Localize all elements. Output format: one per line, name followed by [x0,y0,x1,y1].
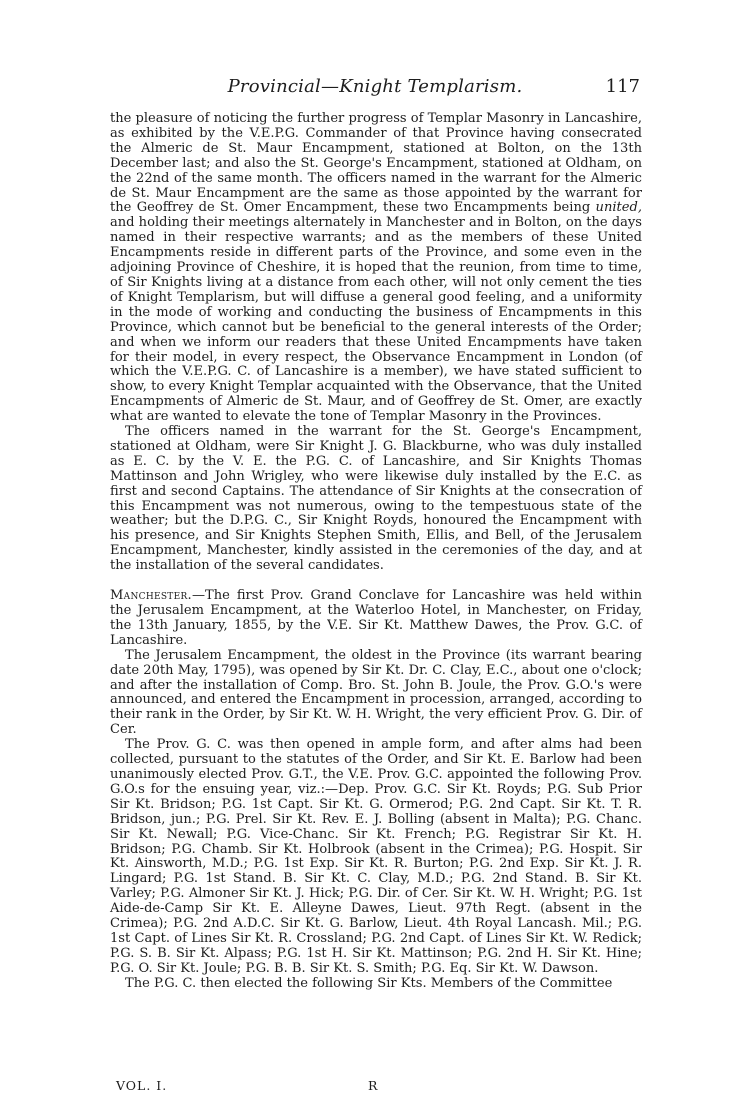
paragraph-6: The P.G. C. then elected the following Sir Kts. Members of the Committee [125,975,613,991]
paragraph-5: The Prov. G. C. was then opened in ample form, and after alms had been collected, pursuant to the statutes of the Order, and Sir Kt. E. Barlow had been unanimously elected Prov. G.T., the V.E. Prov. G.C. appointed the following Prov. G.O.s for the ensuing year, viz.:—Dep. Prov. G.C. Sir Kt. Royds; P.G. Sub Prior Sir Kt. Bridson; P.G. 1st Capt. Sir Kt. G. Ormerod; P.G. 2nd Capt. Sir Kt. T. R. Bridson, jun.; P.G. Prel. Sir Kt. Rev. E. J. Bolling (absent in Malta); P.G. Chanc. Sir Kt. Newall; P.G. Vice-Chanc. Sir Kt. French; P.G. Registrar Sir Kt. H. Bridson; P.G. Chamb. Sir Kt. Holbrook (absent in the Crimea); P.G. Hospit. Sir Kt. Ainsworth, M.D.; P.G. 1st Exp. Sir Kt. R. Burton; P.G. 2nd Exp. Sir Kt. J. R. Lingard; P.G. 1st Stand. B. Sir Kt. C. Clay, M.D.; P.G. 2nd Stand. B. Sir Kt. Varley; P.G. Almoner Sir Kt. J. Hick; P.G. Dir. of Cer. Sir Kt. W. H. Wright; P.G. 1st Aide-de-Camp Sir Kt. E. Alleyne Dawes, Lieut. 97th Regt. (absent in the Crimea); P.G. 2nd A.D.C. Sir Kt. G. Barlow, Lieut. 4th Royal Lancash. Mil.; P.G. 1st Capt. of Lines Sir Kt. R. Crossland; P.G. 2nd Capt. of Lines Sir Kt. W. Redick; P.G. S. B. Sir Kt. Alpass; P.G. 1st H. Sir Kt. Mattinson; P.G. 2nd H. Sir Kt. Hine; P.G. O. Sir Kt. Joule; P.G. B. B. Sir Kt. S. Smith; P.G. Eq. Sir Kt. W. Dawson. [110,737,642,976]
section-heading-manchester: Manchester. [110,588,192,604]
paragraph-1-text-continued: and holding their meetings alternately in Manchester and in Bolton, on the days named in their respective warrants; and as the members of these United Encampments reside in different parts of the Province, and some even in the adjoining Province of Cheshire, it is hoped that the reunion, from time to time, of Sir Knights living at a distance from each other, will not only cement the ties of Knight Templarism, but will diffuse a general good feeling, and a uniformity in the mode of working and conducting the business of Encampments in this Province, which cannot but be beneficial to the general interests of the Order; and when we inform our readers that these United Encampments have taken for their model, in every respect, the Observance Encampment in London (of which the V.E.P.G. C. of Lancashire is a member), we have stated sufficient to show, to every Knight Templar acquainted with the Observance, that the United Encampments of Almeric de St. Maur, and of Geoffrey de St. Omer, are exactly what are wanted to elevate the tone of Templar Masonry in the Provinces. [110,215,642,425]
signature-mark: R [368,1078,378,1093]
paragraph-1-emphasis: united, [595,200,642,216]
paragraph-3 [110,589,642,649]
page-number: 117 [605,76,640,97]
paragraph-1-text: the pleasure of noticing the further progress of Templar Masonry in Lancashire, as exhibited by the V.E.P.G. Commander of that Province having consecrated the Almeric de St. Maur Encampment, stationed at Bolton, on the 13th December last; and also the St. George's Encampment, stationed at Oldham, on the 22nd of the same month. The officers named in the warrant for the Almeric de St. Maur Encampment are the same as those appointed by the warrant for the Geoffrey de St. Omer Encampment, these two Encampments being [110,111,642,216]
paragraph-4: The Jerusalem Encampment, the oldest in the Province (its warrant bearing date 20th May, 1795), was opened by Sir Kt. Dr. C. Clay, E.C., about one o'clock; and after the installation of Comp. Bro. St. John B. Joule, the Prov. G.O.'s were announced, and entered the Encampment in procession, arranged, according to their rank in the Order, by Sir Kt. W. H. Wright, the very efficient Prov. G. Dir. of Cer. [110,647,642,738]
article-body [110,112,642,992]
paragraph-2: The officers named in the warrant for the St. George's Encampment, stationed at Oldham, were Sir Knight J. G. Blackburne, who was duly installed as E. C. by the V. E. the P.G. C. of Lancashire, and Sir Knights Thomas Mattinson and John Wrigley, who were likewise duly installed by the E.C. as first and second Captains. The attendance of Sir Knights at the consecration of this Encampment was not numerous, owing to the tempestuous state of the weather; but the D.P.G. C., Sir Knight Royds, honoured the Encampment with his presence, and Sir Knights Stephen Smith, Ellis, and Bell, of the Jerusalem Encampment, Manchester, kindly assisted in the ceremonies of the day, and at the installation of the several candidates. [110,424,642,574]
paragraph-3-text: —The first Prov. Grand Conclave for Lancashire was held within the Jerusalem Encampment, at the Waterloo Hotel, in Manchester, on Friday, the 13th January, 1855, by the V.E. Sir Kt. Matthew Dawes, the Prov. G.C. of Lancashire. [110,588,642,648]
volume-label: VOL. I. [116,1078,168,1093]
page-footer [110,1078,642,1094]
running-title: Provincial—Knight Templarism. [227,76,523,97]
running-header [110,76,640,102]
paragraph-1 [110,112,642,425]
